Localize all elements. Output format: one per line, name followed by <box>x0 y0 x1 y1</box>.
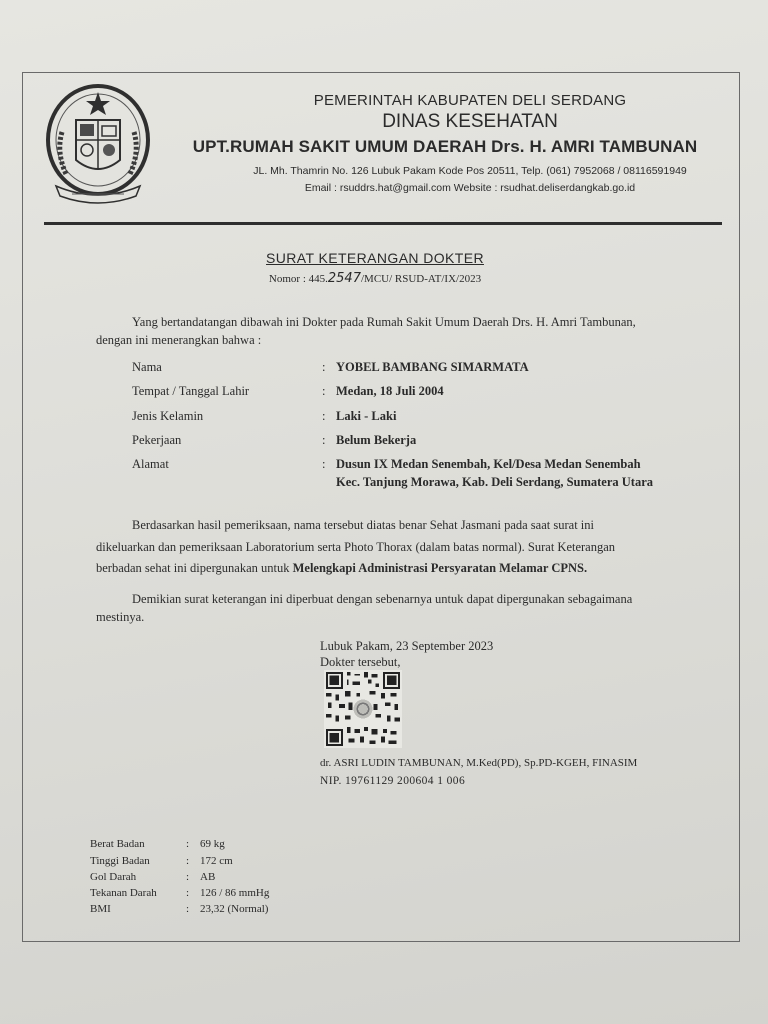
doctor-name: dr. ASRI LUDIN TAMBUNAN, M.Ked(PD), Sp.PD-KGEH, FINASIM <box>320 757 638 769</box>
letter-number-handwritten: 2547 <box>327 271 361 286</box>
colon: : <box>322 457 326 471</box>
closing-line-2: mestinya. <box>96 610 145 624</box>
signature-role: Dokter tersebut, <box>320 655 401 669</box>
vital-label: Gol Darah <box>90 871 137 883</box>
vital-label: BMI <box>90 903 111 915</box>
letterhead <box>160 92 730 194</box>
patient-label: Pekerjaan <box>132 433 182 447</box>
hospital-address: JL. Mh. Thamrin No. 126 Lubuk Pakam Kode Pos 20511, Telp. (061) 7952068 / 08116591949 <box>253 165 687 177</box>
patient-label: Nama <box>132 360 162 374</box>
colon: : <box>186 855 190 867</box>
patient-label: Jenis Kelamin <box>132 409 204 423</box>
patient-value: Belum Bekerja <box>336 433 417 447</box>
patient-label: Alamat <box>132 457 169 471</box>
patient-value: YOBEL BAMBANG SIMARMATA <box>336 360 529 374</box>
vital-label: Tekanan Darah <box>90 887 157 899</box>
vital-label: Tinggi Badan <box>90 855 150 867</box>
government-name: PEMERINTAH KABUPATEN DELI SERDANG <box>313 92 627 109</box>
vital-value: 126 / 86 mmHg <box>200 887 270 899</box>
colon: : <box>322 409 326 423</box>
letter-number-prefix: Nomor : 445. <box>268 273 328 285</box>
patient-value: Laki - Laki <box>336 409 397 423</box>
signature-qr-code <box>322 670 404 748</box>
opening-line-2: dengan ini menerangkan bahwa : <box>96 333 262 347</box>
colon: : <box>322 433 326 447</box>
colon: : <box>186 903 190 915</box>
patient-value: Medan, 18 Juli 2004 <box>336 384 444 398</box>
patient-label: Tempat / Tanggal Lahir <box>132 384 250 398</box>
vital-value: AB <box>200 871 216 883</box>
vital-value: 69 kg <box>200 838 225 850</box>
colon: : <box>186 838 190 850</box>
letter-number-suffix: /MCU/ RSUD-AT/IX/2023 <box>360 273 482 285</box>
result-line-3-plain: berbadan sehat ini dipergunakan untuk <box>96 561 293 575</box>
agency-name: DINAS KESEHATAN <box>382 111 558 132</box>
result-line-3 <box>96 557 587 579</box>
result-line-2: dikeluarkan dan pemeriksaan Laboratorium serta Photo Thorax (dalam batas normal). Surat Keterangan <box>96 540 616 554</box>
signature-place-date: Lubuk Pakam, 23 September 2023 <box>320 639 494 653</box>
hospital-contact: Email : rsuddrs.hat@gmail.com Website : rsudhat.deliserdangkab.go.id <box>304 182 636 194</box>
colon: : <box>322 360 326 374</box>
patient-value: Kec. Tanjung Morawa, Kab. Deli Serdang, Sumatera Utara <box>336 475 654 489</box>
vital-label: Berat Badan <box>90 838 145 850</box>
colon: : <box>186 871 190 883</box>
vital-value: 172 cm <box>200 855 233 867</box>
letterhead-divider <box>44 222 722 225</box>
doctor-nip: NIP. 19761129 200604 1 006 <box>320 775 466 787</box>
letter-number <box>160 271 590 286</box>
opening-line-1: Yang bertandatangan dibawah ini Dokter pada Rumah Sakit Umum Daerah Drs. H. Amri Tambunan, <box>132 315 636 329</box>
colon: : <box>186 887 190 899</box>
letter-title: SURAT KETERANGAN DOKTER <box>266 250 484 266</box>
result-line-1: Berdasarkan hasil pemeriksaan, nama tersebut diatas benar Sehat Jasmani pada saat surat ini <box>132 518 594 532</box>
closing-line-1: Demikian surat keterangan ini diperbuat dengan sebenarnya untuk dapat dipergunakan sebagaimana <box>132 592 633 606</box>
vital-value: 23,32 (Normal) <box>200 903 269 915</box>
hospital-name: UPT.RUMAH SAKIT UMUM DAERAH Drs. H. AMRI TAMBUNAN <box>192 137 698 156</box>
patient-value: Dusun IX Medan Senembah, Kel/Desa Medan Senembah <box>336 457 641 471</box>
colon: : <box>322 384 326 398</box>
result-line-3-bold: Melengkapi Administrasi Persyaratan Melamar CPNS. <box>292 561 588 575</box>
regency-emblem-logo <box>42 82 154 212</box>
